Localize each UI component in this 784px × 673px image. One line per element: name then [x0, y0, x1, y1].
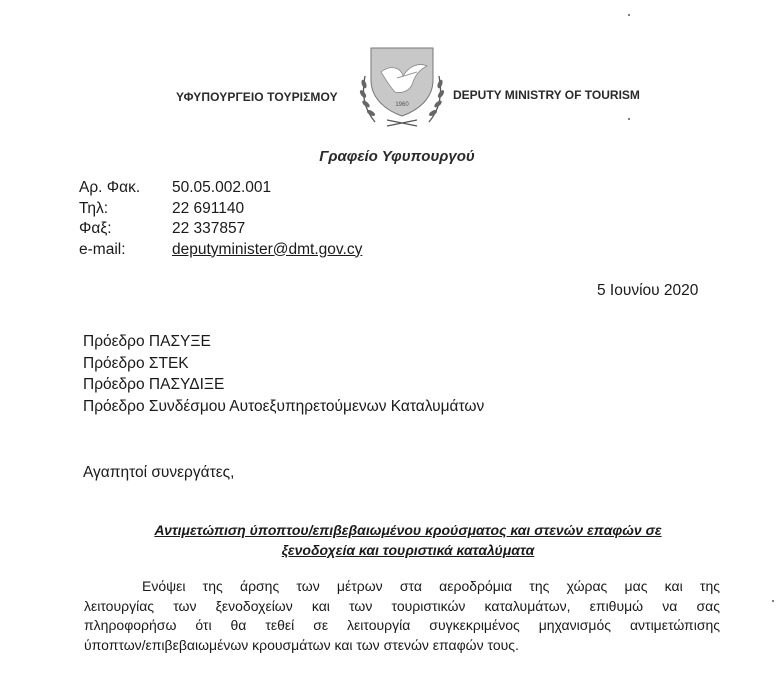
- scan-speck: [628, 118, 630, 120]
- recipient-line: Πρόεδρο Συνδέσμου Αυτοεξυπηρετούμενων Καταλυμάτων: [83, 397, 485, 415]
- body-line: πληροφορήσω ότι θα τεθεί σε λειτουργία συγκεκριμένος μηχανισμός αντιμετώπισης: [84, 617, 720, 633]
- office-title-text: Γραφείο Υφυπουργού: [319, 148, 475, 165]
- ref-row-file: [79, 178, 362, 199]
- ref-value: 22 691140: [172, 199, 245, 217]
- ref-label: Αρ. Φακ.: [79, 179, 141, 196]
- body-paragraph: [84, 577, 720, 655]
- recipient-line: Πρόεδρο ΣΤΕΚ: [83, 354, 189, 372]
- recipient-line: Πρόεδρο ΠΑΣΥΔΙΞΕ: [83, 376, 225, 393]
- emblem-year: 1960: [395, 102, 409, 108]
- office-title: [0, 148, 784, 165]
- recipient-line: Πρόεδρο ΠΑΣΥΞΕ: [83, 333, 211, 350]
- body-line: ύποπτων/επιβεβαιωμένων κρουσμάτων και των στενών επαφών τους.: [84, 636, 519, 653]
- ref-row-fax: [79, 219, 362, 240]
- ref-label: e-mail:: [79, 240, 126, 258]
- header-ministry-greek: ΥΦΥΠΟΥΡΓΕΙΟ ΤΟΥΡΙΣΜΟΥ: [176, 90, 338, 104]
- reference-block: [79, 178, 362, 260]
- ref-row-phone: [79, 199, 362, 220]
- subject-heading: [88, 521, 728, 560]
- body-line: λειτουργίας των ξενοδοχείων και των τουριστικών καταλυμάτων, επιθυμώ να σας: [84, 597, 720, 614]
- letter-date: 5 Ιουνίου 2020: [597, 282, 699, 299]
- ref-row-email: [79, 240, 362, 261]
- ref-label: Φαξ:: [79, 220, 112, 237]
- scan-speck: [772, 600, 774, 602]
- header-ministry-english: DEPUTY MINISTRY OF TOURISM: [453, 88, 640, 102]
- body-line: Ενόψει της άρσης των μέτρων στα αεροδρόμια της χώρας μας και της: [142, 578, 720, 594]
- email-link[interactable]: deputyminister@dmt.gov.cy: [172, 240, 363, 258]
- ref-label: Τηλ:: [79, 199, 109, 217]
- scan-speck: [628, 14, 630, 16]
- ref-value: 22 337857: [172, 220, 246, 237]
- subject-line: Αντιμετώπιση ύποπτου/επιβεβαιωμένου κρούσματος και στενών επαφών σε: [154, 522, 662, 538]
- coat-of-arms-emblem: [357, 42, 447, 132]
- ref-value: 50.05.002.001: [172, 179, 272, 196]
- salutation: Αγαπητοί συνεργάτες,: [83, 464, 235, 481]
- subject-line: ξενοδοχεία και τουριστικά καταλύματα: [281, 541, 535, 558]
- recipients-block: [83, 331, 484, 417]
